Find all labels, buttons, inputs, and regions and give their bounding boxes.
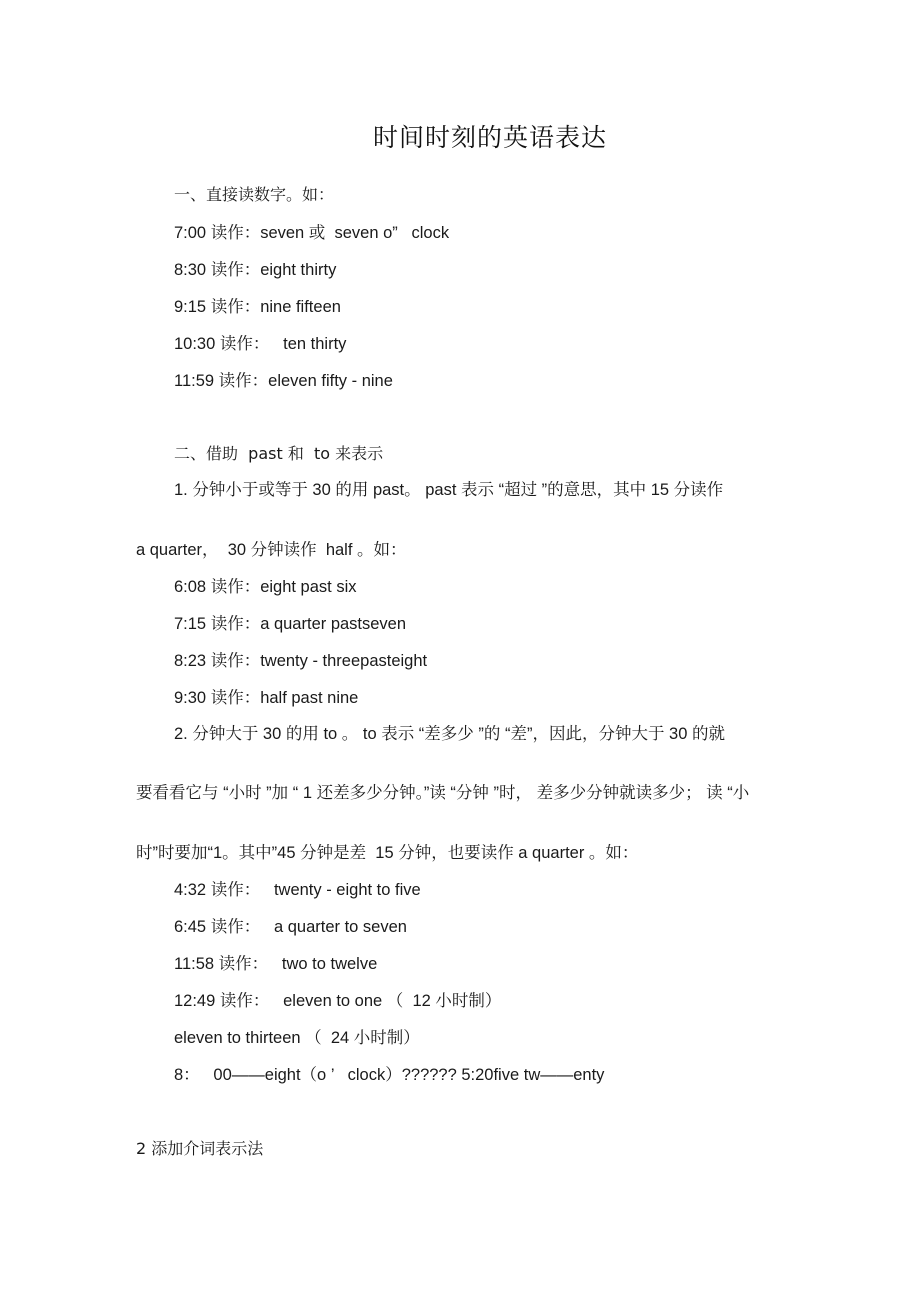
list-item: 11:58 读作： two to twelve bbox=[174, 955, 378, 973]
rule2-paragraph: 2. 分钟大于 30 的用 to 。 to 表示 “差多少 ”的 “差”，因此，分钟大于 30 的就 bbox=[174, 725, 725, 743]
rule2-paragraph-end: 时”时要加“1。其中”45 分钟是差 15 分钟，也要读作 a quarter 。如： bbox=[136, 844, 639, 862]
rule2-paragraph-cont: 要看看它与 “小时 ”加 “ 1 还差多少分钟。”读 “分钟 ”时， 差多少分钟就读多少； 读 “小 bbox=[136, 784, 750, 802]
list-item: 6:08 读作：eight past six bbox=[174, 578, 357, 596]
list-item: 6:45 读作： a quarter to seven bbox=[174, 918, 407, 936]
list-item: 8:23 读作：twenty - threepasteight bbox=[174, 652, 428, 670]
list-item: 9:30 读作：half past nine bbox=[174, 689, 359, 707]
section3-heading: 2 添加介词表示法 bbox=[136, 1139, 264, 1158]
list-item: 12:49 读作： eleven to one （ 12 小时制） bbox=[174, 992, 502, 1010]
list-item: 11:59 读作：eleven fifty - nine bbox=[174, 372, 393, 390]
rule1-paragraph: 1. 分钟小于或等于 30 的用 past。 past 表示 “超过 ”的意思，其中 15 分读作 bbox=[174, 481, 724, 499]
list-item: 8： 00——eight（o ’ clock）?????? 5:20five tw——enty bbox=[174, 1066, 605, 1084]
rule1-paragraph-cont: a quarter， 30 分钟读作 half 。如： bbox=[136, 541, 407, 559]
list-item: 9:15 读作：nine fifteen bbox=[174, 298, 341, 316]
list-item: 10:30 读作： ten thirty bbox=[174, 335, 347, 353]
page-title: 时间时刻的英语表达 bbox=[372, 123, 607, 152]
list-item: 8:30 读作：eight thirty bbox=[174, 261, 337, 279]
list-item: 7:00 读作：seven 或 seven o” clock bbox=[174, 224, 450, 242]
section2-heading: 二、借助 past 和 to 来表示 bbox=[174, 444, 384, 463]
list-item: 7:15 读作：a quarter pastseven bbox=[174, 615, 407, 633]
section1-heading: 一、直接读数字。如： bbox=[174, 185, 335, 204]
list-item: eleven to thirteen （ 24 小时制） bbox=[174, 1029, 420, 1047]
list-item: 4:32 读作： twenty - eight to five bbox=[174, 881, 421, 899]
